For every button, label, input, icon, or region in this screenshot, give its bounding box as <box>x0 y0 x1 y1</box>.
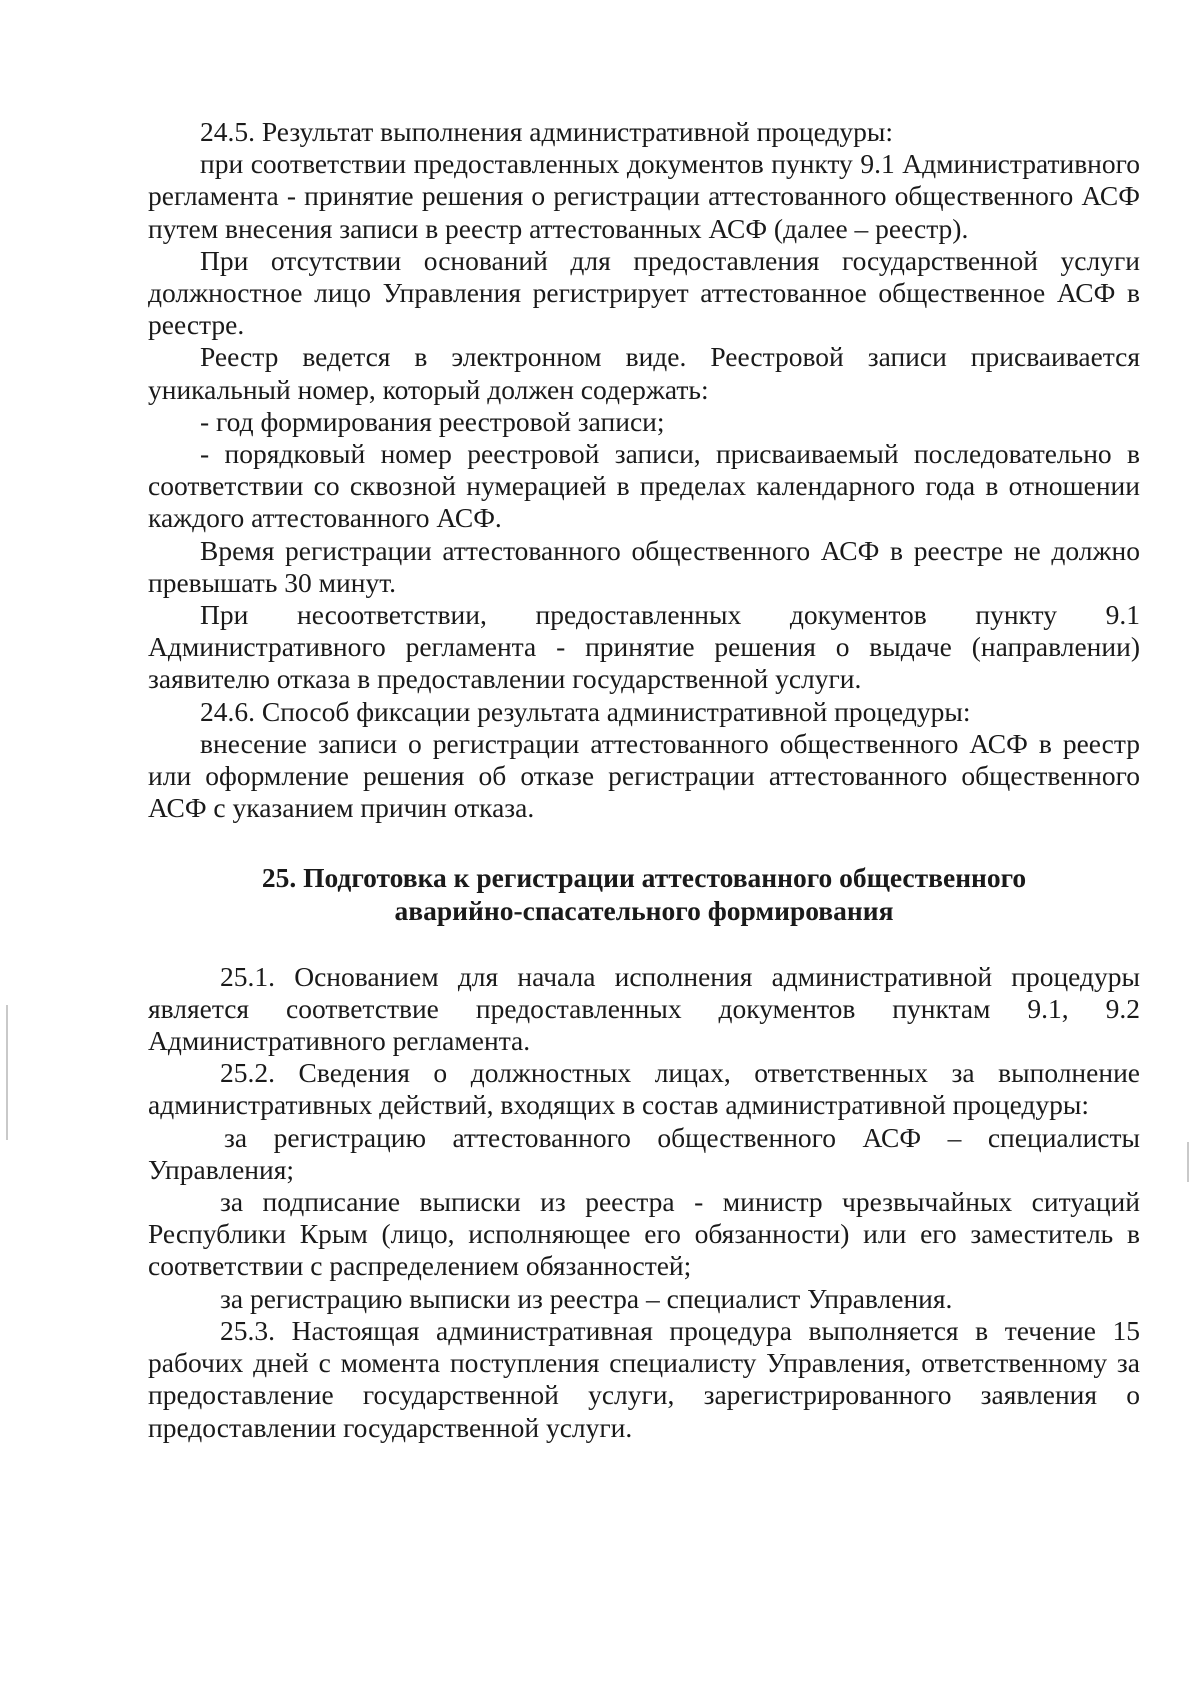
scan-artifact-right <box>1187 1142 1189 1182</box>
list-item-year: - год формирования реестровой записи; <box>200 405 665 437</box>
paragraph-24-6: 24.6. Способ фиксации результата административной процедуры: <box>200 695 971 727</box>
section-25-heading-line1: 25. Подготовка к регистрации аттестованного общественного <box>261 862 1027 894</box>
paragraph-non-compliance: При несоответствии, предоставленных документов пункту 9.1 Административного регламента - принятие решения о выдаче (направлении) заявителю отказа в предоставлении государственной услуги. <box>148 599 1140 695</box>
section-25-heading-line2: аварийно-спасательного формирования <box>394 895 894 927</box>
list-item-signing-extract: за подписание выписки из реестра - министр чрезвычайных ситуаций Республики Крым (лицо, исполняющее его обязанности) или его заместитель в соответствии с распределением обязанностей; <box>148 1186 1140 1282</box>
list-item-sequence-number: - порядковый номер реестровой записи, присваиваемый последовательно в соответствии со сквозной нумерацией в пределах календарного года в отношении каждого аттестованного АСФ. <box>148 438 1140 534</box>
list-item-registration-specialists: за регистрацию аттестованного общественного АСФ – специалисты Управления; <box>148 1121 1140 1185</box>
document-page <box>148 116 1140 1444</box>
paragraph-registry-electronic: Реестр ведется в электронном виде. Реестровой записи присваивается уникальный номер, который должен содержать: <box>148 341 1140 405</box>
paragraph-registration-time: Время регистрации аттестованного общественного АСФ в реестре не должно превышать 30 минут. <box>148 534 1140 598</box>
paragraph-24-5: 24.5. Результат выполнения административной процедуры: <box>200 116 894 147</box>
paragraph-24-5-result: при соответствии предоставленных документов пункту 9.1 Административного регламента - принятие решения о регистрации аттестованного общественного АСФ путем внесения записи в реестр аттестованных АСФ (далее – реестр). <box>148 148 1140 244</box>
section-25-heading <box>148 862 1140 927</box>
paragraph-24-6-method: внесение записи о регистрации аттестованного общественного АСФ в реестр или оформление решения об отказе регистрации аттестованного общественного АСФ с указанием причин отказа. <box>148 727 1140 824</box>
paragraph-25-1: 25.1. Основанием для начала исполнения административной процедуры является соответствие предоставленных документов пунктам 9.1, 9.2 Административного регламента. <box>148 960 1140 1057</box>
list-item-registering-extract: за регистрацию выписки из реестра – специалист Управления. <box>220 1282 953 1314</box>
paragraph-25-3: 25.3. Настоящая административная процедура выполняется в течение 15 рабочих дней с момента поступления специалисту Управления, ответственному за предоставление государственной услуги, зарегистрированного заявления о предоставлении государственной услуги. <box>148 1314 1140 1443</box>
paragraph-no-grounds: При отсутствии оснований для предоставления государственной услуги должностное лицо Управления регистрирует аттестованное общественное АСФ в реестре. <box>148 244 1140 341</box>
scan-artifact-left <box>6 1005 8 1140</box>
paragraph-25-2: 25.2. Сведения о должностных лицах, ответственных за выполнение административных действий, входящих в состав административной процедуры: <box>148 1057 1140 1121</box>
